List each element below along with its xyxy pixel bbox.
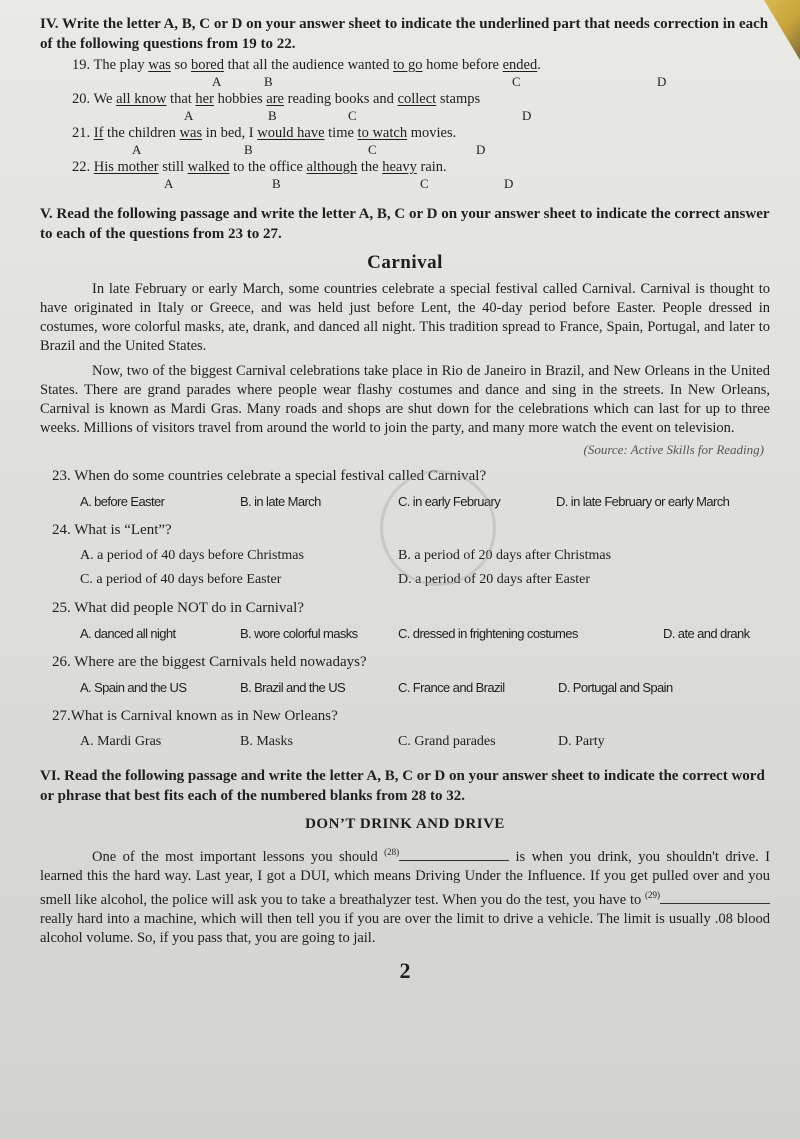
option-a: A. Mardi Gras [80, 734, 162, 749]
option-c: C. a period of 40 days before Easter [80, 572, 282, 587]
letter-c: C [420, 176, 429, 191]
option-a: A. before Easter [80, 494, 165, 509]
q20-part-c: are [266, 91, 284, 107]
passage-title: DON’T DRINK AND DRIVE [305, 816, 505, 832]
q21-text: the children [103, 125, 180, 141]
letter-c: C [512, 74, 521, 89]
q19-part-b: bored [190, 57, 224, 73]
question-25: 25. What did people NOT do in Carnival? [52, 600, 304, 616]
q21-text: movies. [407, 125, 457, 141]
passage-title: Carnival [367, 252, 443, 273]
q20-letters [72, 108, 770, 124]
question-22 [72, 158, 770, 176]
question-26: 26. Where are the biggest Carnivals held nowadays? [52, 654, 367, 670]
option-d: D. a period of 20 days after Easter [398, 572, 591, 587]
q19-text: so [170, 57, 191, 73]
letter-a: A [164, 176, 174, 191]
q21-part-b: was [179, 125, 203, 141]
q22-text: rain. [416, 159, 447, 175]
letter-b: B [272, 176, 281, 191]
q21-text: 21. [72, 125, 94, 141]
blank-number-29: (29) [645, 889, 660, 900]
watermark [380, 470, 496, 586]
q19-letters [72, 74, 770, 90]
letter-b: B [244, 142, 253, 157]
option-c: C. dressed in frightening costumes [398, 626, 578, 641]
option-b: B. wore colorful masks [240, 626, 358, 641]
option-b: B. in late March [240, 494, 321, 509]
q22-part-c: although [306, 159, 358, 175]
option-a: A. a period of 40 days before Christmas [80, 548, 304, 563]
q22-part-d: heavy [382, 159, 417, 175]
passage-paragraph-2: Now, two of the biggest Carnival celebrations take place in Rio de Janeiro in Brazil, and New Orleans in the United States. There are grand parades where people wear flashy costumes and dance and sing in the streets. In New Orleans, Carnival is known as Mardi Gras. Many roads and shops are shut down for the celebrations which can last for up to three weeks. Millions of visitors travel from around the world to join the party, and many more watch the event on television. [40, 363, 770, 436]
letter-d: D [504, 176, 514, 191]
q20-text: 20. We [72, 91, 117, 107]
q21-part-a: If [93, 125, 104, 141]
q20-text: reading books and [284, 91, 398, 107]
q25-options [80, 624, 770, 644]
q21-part-d: to watch [357, 125, 408, 141]
q27-options [80, 732, 770, 752]
option-c: C. in early February [398, 494, 501, 509]
letter-b: B [264, 74, 273, 89]
q21-text: in bed, I [202, 125, 258, 141]
blank-28 [399, 846, 509, 861]
option-d: D. Party [558, 734, 605, 749]
q22-text: to the office [229, 159, 307, 175]
passage-text: really hard into a machine, which will then tell you if you are over the limit to drive a vehicle. The limit is usually .08 blood alcohol volume. So, if you pass that, you are going to jail. [40, 910, 770, 946]
passage-source: (Source: Active Skills for Reading) [583, 442, 764, 457]
letter-a: A [132, 142, 142, 157]
q22-text: 22. [72, 159, 94, 175]
q20-text: that [166, 91, 196, 107]
q19-text: . [537, 57, 541, 73]
letter-d: D [657, 74, 667, 89]
q19-text: that all the audience wanted [223, 57, 394, 73]
q21-letters [72, 142, 770, 158]
passage-text: is when you drink, you shouldn't drive. I learned this the hard way. Last year, I got a DUI, which means Driving Under the Influence. If you get pulled over and you smell like alcohol, the police will ask you to take a breathalyzer test. When you do the test, you have to [40, 848, 770, 908]
q22-part-a: His mother [93, 159, 159, 175]
question-20 [72, 90, 770, 108]
q19-part-a: was [148, 57, 171, 73]
letter-a: A [184, 108, 194, 123]
option-d: D. Portugal and Spain [558, 680, 673, 695]
page-number: 2 [399, 957, 411, 983]
question-21 [72, 124, 770, 142]
letter-a: A [212, 74, 222, 89]
option-b: B. Brazil and the US [240, 680, 346, 695]
question-24: 24. What is “Lent”? [52, 522, 172, 538]
q19-text: home before [422, 57, 503, 73]
question-23: 23. When do some countries celebrate a special festival called Carnival? [52, 468, 487, 484]
question-27: 27.What is Carnival known as in New Orleans? [52, 708, 338, 724]
q19-text: 19. The play [72, 57, 149, 73]
letter-d: D [522, 108, 532, 123]
passage-text: One of the most important lessons you should [92, 848, 385, 865]
option-a: A. danced all night [80, 626, 176, 641]
q19-part-d: ended [502, 57, 538, 73]
q22-part-b: walked [187, 159, 230, 175]
letter-c: C [348, 108, 357, 123]
q20-part-b: her [195, 91, 214, 107]
passage-paragraph [40, 843, 770, 948]
option-a: A. Spain and the US [80, 680, 187, 695]
option-c: C. France and Brazil [398, 680, 505, 695]
blank-number-28: (28) [384, 847, 400, 857]
q21-part-c: would have [257, 125, 325, 141]
q20-part-d: collect [397, 91, 437, 107]
q22-letters [72, 176, 770, 192]
option-b: B. Masks [240, 734, 293, 749]
section-4-heading: IV. Write the letter A, B, C or D on your answer sheet to indicate the underlined part that needs correction in each of the following questions from 19 to 22. [40, 16, 769, 52]
q22-text: still [158, 159, 188, 175]
question-19 [72, 56, 770, 74]
option-c: C. Grand parades [398, 734, 496, 749]
section-6-heading: VI. Read the following passage and write the letter A, B, C or D on your answer sheet to indicate the correct word or phrase that best fits each of the numbered blanks from 28 to 32. [40, 768, 765, 804]
letter-d: D [476, 142, 486, 157]
passage-paragraph-1: In late February or early March, some countries celebrate a special festival called Carnival. Carnival is thought to have originated in Italy or Greece, and was held just before Lent, the 40-day period before Easter. People dressed in costumes, wore colorful masks, ate, drank, and danced all night. This tradition spread to France, Spain, Portugal, and later to Brazil and the United States. [40, 281, 770, 354]
q26-options [80, 678, 770, 698]
option-d: D. ate and drank [663, 626, 750, 641]
q21-text: time [324, 125, 358, 141]
q20-text: hobbies [213, 91, 267, 107]
section-5-heading: V. Read the following passage and write the letter A, B, C or D on your answer sheet to indicate the correct answer to each of the questions from 23 to 27. [40, 206, 770, 242]
option-d: D. in late February or early March [556, 494, 730, 509]
letter-c: C [368, 142, 377, 157]
blank-29 [660, 889, 770, 904]
q19-part-c: to go [393, 57, 423, 73]
q22-text: the [357, 159, 383, 175]
letter-b: B [268, 108, 277, 123]
option-b: B. a period of 20 days after Christmas [398, 548, 612, 563]
q20-part-a: all know [116, 91, 167, 107]
q20-text: stamps [436, 91, 481, 107]
